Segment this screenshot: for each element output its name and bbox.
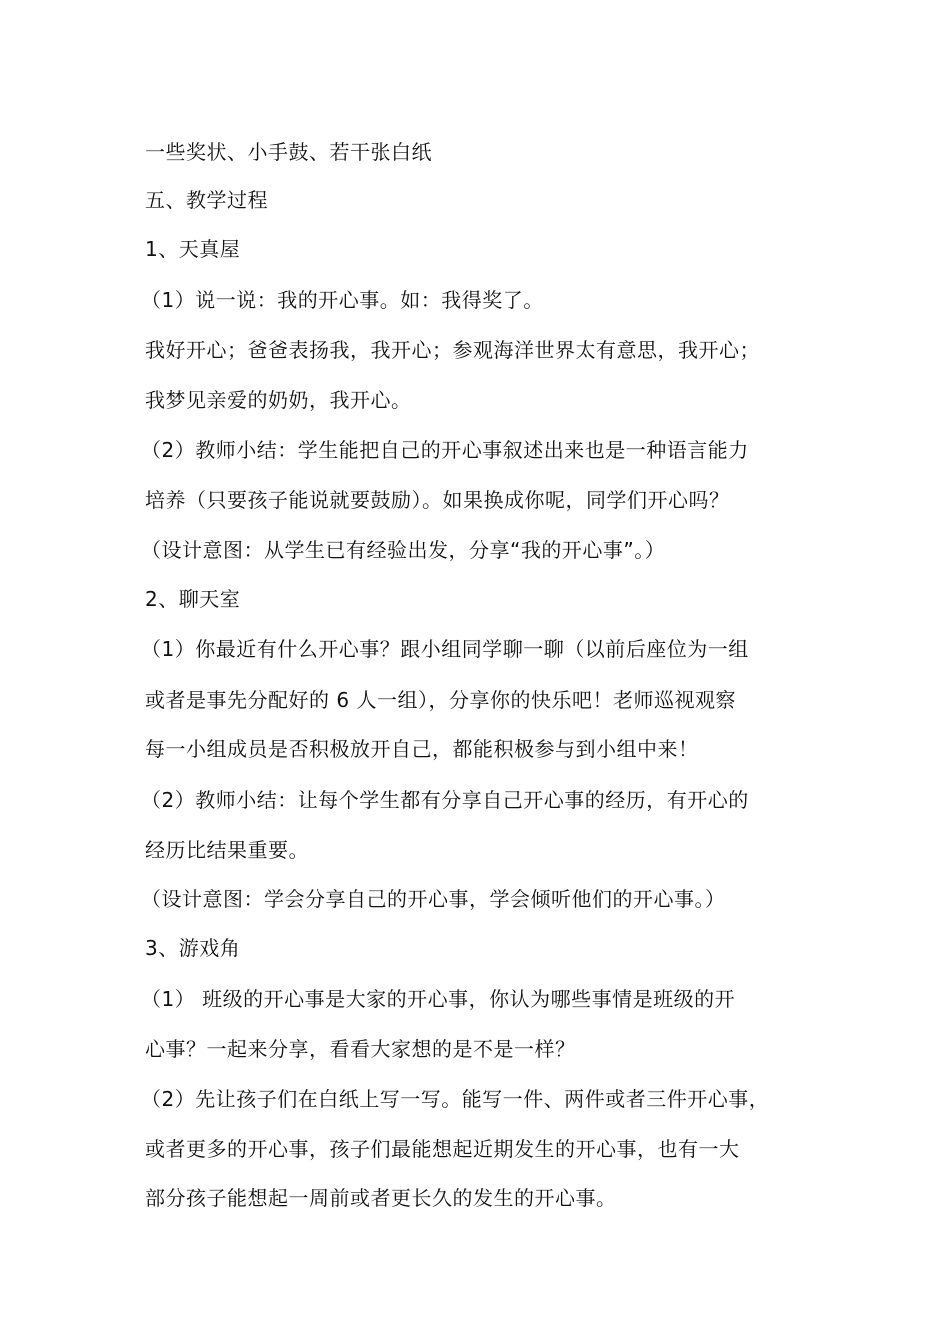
subsection-heading: 1、天真屋 [145, 237, 241, 261]
text-line: 一些奖状、小手鼓、若干张白纸 [145, 140, 432, 164]
subsection-heading: 2、聊天室 [145, 587, 241, 611]
design-intent-note: （设计意图：学会分享自己的开心事，学会倾听他们的开心事。） [141, 887, 726, 911]
text-line: （1）你最近有什么开心事？跟小组同学聊一聊（以前后座位为一组 [141, 637, 749, 661]
text-line: 培养（只要孩子能说就要鼓励）。如果换成你呢，同学们开心吗？ [145, 488, 730, 512]
text-line: 每一小组成员是否积极放开自己，都能积极参与到小组中来！ [145, 737, 699, 761]
section-heading: 五、教学过程 [145, 188, 268, 212]
text-line: 心事？一起来分享，看看大家想的是不是一样？ [145, 1037, 576, 1061]
text-line: （2）先让孩子们在白纸上写一写。能写一件、两件或者三件开心事， [141, 1087, 770, 1111]
text-line: 或者更多的开心事，孩子们最能想起近期发生的开心事，也有一大 [145, 1137, 740, 1161]
text-line: （1） 班级的开心事是大家的开心事，你认为哪些事情是班级的开 [141, 987, 736, 1011]
text-line: （2）教师小结：学生能把自己的开心事叙述出来也是一种语言能力 [141, 438, 749, 462]
text-line: 部分孩子能想起一周前或者更长久的发生的开心事。 [145, 1186, 617, 1210]
text-line: 我梦见亲爱的奶奶，我开心。 [145, 388, 412, 412]
text-line: 经历比结果重要。 [145, 838, 309, 862]
design-intent-note: （设计意图：从学生已有经验出发，分享“我的开心事”。） [141, 538, 666, 562]
text-line: （1）说一说：我的开心事。如：我得奖了。 [141, 288, 544, 312]
subsection-heading: 3、游戏角 [145, 936, 241, 960]
text-line: 或者是事先分配好的 6 人一组），分享你的快乐吧！老师巡视观察 [145, 688, 736, 712]
text-line: 我好开心；爸爸表扬我，我开心；参观海洋世界太有意思，我开心； [145, 338, 760, 362]
text-line: （2）教师小结：让每个学生都有分享自己开心事的经历，有开心的 [141, 788, 749, 812]
